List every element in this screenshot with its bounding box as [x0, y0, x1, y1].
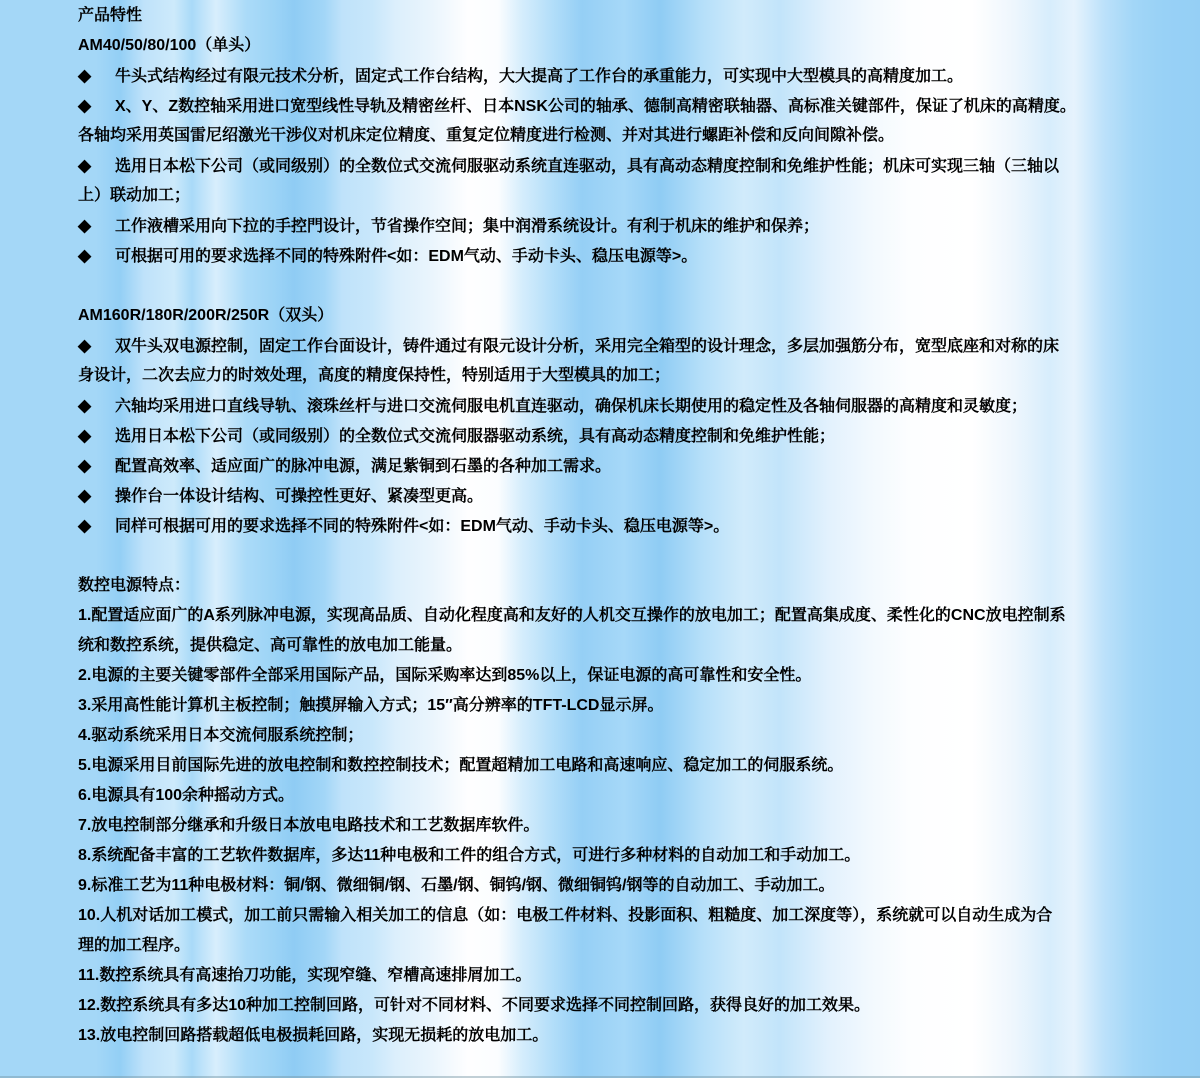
bullet-item-continuation: 各轴均采用英国雷尼绍激光干涉仪对机床定位精度、重复定位精度进行检测、并对其进行螺距补偿和反向间隙补偿。	[78, 127, 895, 144]
bullet-item	[78, 241, 1188, 271]
diamond-bullet-icon: ◆	[78, 216, 92, 235]
section-gap	[78, 541, 1188, 571]
bullet-item	[78, 91, 1188, 121]
document-body	[78, 1, 1188, 1051]
numbered-item: 10.人机对话加工模式，加工前只需输入相关加工的信息（如：电极工件材料、投影面积、粗糙度、加工深度等），系统就可以自动生成为合	[78, 907, 1053, 924]
bullet-item	[78, 451, 1188, 481]
bullet-item	[78, 61, 1188, 91]
bullet-item-text: 配置高效率、适应面广的脉冲电源，满足紫铜到石墨的各种加工需求。	[115, 458, 612, 475]
numbered-item: 1.配置适应面广的A系列脉冲电源，实现高品质、自动化程度高和友好的人机交互操作的放电加工；配置高集成度、柔性化的CNC放电控制系	[78, 607, 1066, 624]
bullet-item	[78, 331, 1188, 361]
diamond-bullet-icon: ◆	[78, 66, 92, 85]
bullet-item	[78, 481, 1188, 511]
numbered-item: 12.数控系统具有多达10种加工控制回路，可针对不同材料、不同要求选择不同控制回路，获得良好的加工效果。	[78, 997, 871, 1014]
diamond-bullet-icon: ◆	[78, 426, 92, 445]
bullet-item-continuation: 身设计，二次去应力的时效处理，高度的精度保持性，特别适用于大型模具的加工；	[78, 367, 671, 384]
bullet-item-text: 牛头式结构经过有限元技术分析，固定式工作台结构，大大提高了工作台的承重能力，可实现中大型模具的高精度加工。	[115, 68, 964, 85]
numbered-item-continuation: 统和数控系统，提供稳定、高可靠性的放电加工能量。	[78, 637, 463, 654]
diamond-bullet-icon: ◆	[78, 156, 92, 175]
numbered-item: 4.驱动系统采用日本交流伺服系统控制；	[78, 727, 364, 744]
numbered-item: 13.放电控制回路搭载超低电极损耗回路，实现无损耗的放电加工。	[78, 1027, 549, 1044]
bullet-item-text: 六轴均采用进口直线导轨、滚珠丝杆与进口交流伺服电机直连驱动，确保机床长期使用的稳定性及各轴伺服器的高精度和灵敏度；	[115, 398, 1028, 415]
diamond-bullet-icon: ◆	[78, 246, 92, 265]
bullet-item-text: 可根据可用的要求选择不同的特殊附件<如：EDM气动、手动卡头、稳压电源等>。	[115, 248, 698, 265]
section-heading-power-features: 数控电源特点：	[78, 577, 191, 594]
numbered-item: 2.电源的主要关键零部件全部采用国际产品，国际采购率达到85%以上，保证电源的高可靠性和安全性。	[78, 667, 812, 684]
section-gap	[78, 271, 1188, 301]
bullet-item	[78, 511, 1188, 541]
diamond-bullet-icon: ◆	[78, 396, 92, 415]
diamond-bullet-icon: ◆	[78, 336, 92, 355]
diamond-bullet-icon: ◆	[78, 486, 92, 505]
numbered-item: 8.系统配备丰富的工艺软件数据库，多达11种电极和工件的组合方式，可进行多种材料的自动加工和手动加工。	[78, 847, 861, 864]
numbered-item-continuation: 理的加工程序。	[78, 937, 191, 954]
bullet-item-text: 选用日本松下公司（或同级别）的全数位式交流伺服器驱动系统，具有高动态精度控制和免维护性能；	[115, 428, 836, 445]
bullet-item	[78, 391, 1188, 421]
diamond-bullet-icon: ◆	[78, 516, 92, 535]
diamond-bullet-icon: ◆	[78, 96, 92, 115]
bullet-item-text: 选用日本松下公司（或同级别）的全数位式交流伺服驱动系统直连驱动，具有高动态精度控制和免维护性能；机床可实现三轴（三轴以	[115, 158, 1060, 175]
bullet-item-text: 双牛头双电源控制，固定工作台面设计，铸件通过有限元设计分析，采用完全箱型的设计理念，多层加强筋分布，宽型底座和对称的床	[115, 338, 1060, 355]
bullet-item	[78, 151, 1188, 181]
bullet-item-text: 同样可根据可用的要求选择不同的特殊附件<如：EDM气动、手动卡头、稳压电源等>。	[115, 518, 730, 535]
numbered-item: 3.采用高性能计算机主板控制；触摸屏输入方式；15″高分辨率的TFT-LCD显示屏。	[78, 697, 664, 714]
bullet-item-continuation: 上）联动加工；	[78, 187, 191, 204]
diamond-bullet-icon: ◆	[78, 456, 92, 475]
bullet-item	[78, 421, 1188, 451]
section-heading-single-head: AM40/50/80/100（单头）	[78, 37, 261, 54]
bullet-item-text: X、Y、Z数控轴采用进口宽型线性导轨及精密丝杆、日本NSK公司的轴承、德制高精密联轴器、高标准关键部件，保证了机床的高精度。	[115, 98, 1076, 115]
numbered-item: 5.电源采用目前国际先进的放电控制和数控控制技术；配置超精加工电路和高速响应、稳定加工的伺服系统。	[78, 757, 844, 774]
bullet-item-text: 操作台一体设计结构、可操控性更好、紧凑型更高。	[115, 488, 484, 505]
numbered-item: 11.数控系统具有高速抬刀功能，实现窄缝、窄槽高速排屑加工。	[78, 967, 532, 984]
numbered-item: 9.标准工艺为11种电极材料：铜/钢、微细铜/钢、石墨/钢、铜钨/钢、微细铜钨/钢等的自动加工、手动加工。	[78, 877, 835, 894]
numbered-item: 6.电源具有100余种摇动方式。	[78, 787, 295, 804]
page-title: 产品特性	[78, 7, 143, 24]
bullet-item	[78, 211, 1188, 241]
numbered-item: 7.放电控制部分继承和升级日本放电电路技术和工艺数据库软件。	[78, 817, 540, 834]
section-heading-double-head: AM160R/180R/200R/250R（双头）	[78, 307, 334, 324]
bullet-item-text: 工作液槽采用向下拉的手控門设计，节省操作空间；集中润滑系统设计。有利于机床的维护和保养；	[115, 218, 820, 235]
